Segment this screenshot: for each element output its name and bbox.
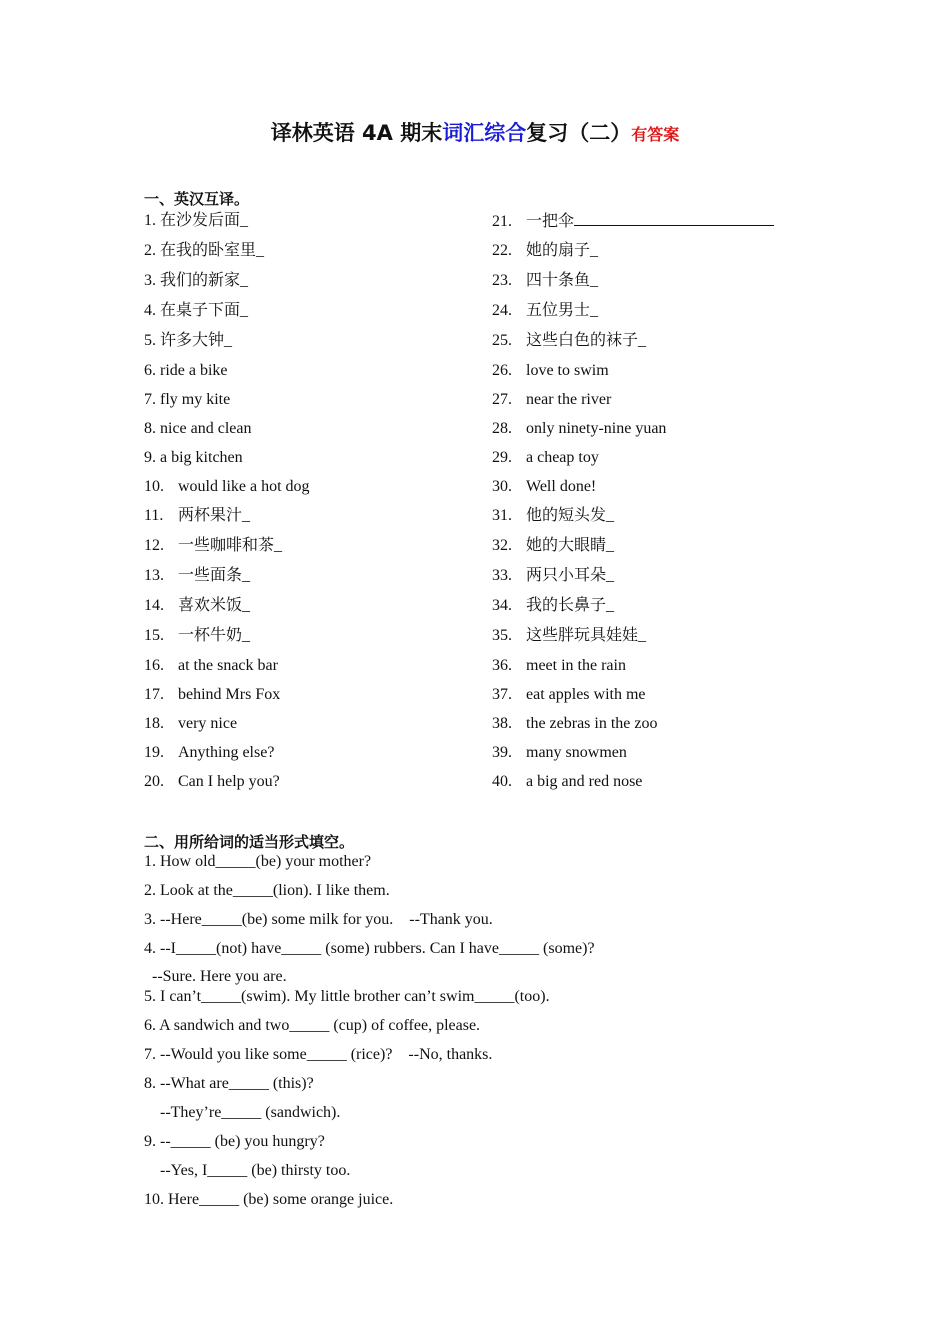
item-text: 在我的卧室里_ — [160, 242, 265, 259]
item-number: 29. — [492, 449, 512, 466]
fill-blank-question: 2. Look at the_____(lion). I like them. — [144, 882, 390, 899]
vocab-item — [144, 419, 252, 439]
item-number: 21. — [492, 213, 512, 230]
vocab-item — [144, 656, 278, 676]
vocab-item — [144, 685, 280, 705]
item-number: 10. — [144, 478, 164, 495]
vocab-item — [492, 331, 646, 351]
item-number: 4. — [144, 302, 156, 319]
item-number: 15. — [144, 627, 164, 644]
vocab-item — [144, 361, 228, 381]
item-text: 两杯果汁_ — [178, 507, 251, 524]
item-number: 1. — [144, 212, 156, 229]
item-number: 26. — [492, 362, 512, 379]
fill-blank-question: 3. --Here_____(be) some milk for you. --Thank you. — [144, 911, 493, 928]
vocab-item — [144, 271, 248, 291]
item-text: fly my kite — [160, 391, 231, 408]
vocab-item — [144, 506, 250, 526]
vocab-item — [144, 566, 250, 586]
vocab-item — [144, 714, 237, 734]
item-number: 11. — [144, 507, 164, 524]
item-number: 23. — [492, 272, 512, 289]
vocab-item — [144, 448, 243, 468]
item-number: 16. — [144, 657, 164, 674]
item-number: 17. — [144, 686, 164, 703]
item-number: 2. — [144, 242, 156, 259]
answer-blank-line — [574, 211, 774, 226]
item-text: 我们的新家_ — [160, 272, 249, 289]
vocab-item — [144, 331, 232, 351]
vocab-item — [492, 241, 598, 261]
vocab-item — [492, 419, 666, 439]
item-text: a cheap toy — [526, 449, 599, 466]
item-text: 在桌子下面_ — [160, 302, 249, 319]
vocab-item — [144, 743, 274, 763]
vocab-item — [144, 477, 310, 497]
item-number: 12. — [144, 537, 164, 554]
section1-heading: 一、英汉互译。 — [144, 190, 250, 208]
vocab-item — [492, 506, 614, 526]
item-text: nice and clean — [160, 420, 252, 437]
item-number: 7. — [144, 391, 156, 408]
fill-blank-question: 1. How old_____(be) your mother? — [144, 853, 372, 870]
item-number: 27. — [492, 391, 512, 408]
item-text: Well done! — [526, 478, 597, 495]
item-number: 40. — [492, 773, 512, 790]
item-number: 18. — [144, 715, 164, 732]
item-number: 39. — [492, 744, 512, 761]
item-number: 20. — [144, 773, 164, 790]
vocab-item — [144, 241, 264, 261]
vocab-item — [492, 301, 598, 321]
vocab-item — [144, 596, 250, 616]
fill-blank-question: 5. I can’t_____(swim). My little brother can’t swim_____(too). — [144, 988, 550, 1005]
vocab-item — [492, 685, 646, 705]
vocab-item — [144, 536, 282, 556]
item-number: 6. — [144, 362, 156, 379]
item-text: 两只小耳朵_ — [526, 567, 615, 584]
fill-blank-question: 8. --What are_____ (this)? — [144, 1075, 314, 1092]
section2-heading: 二、用所给词的适当形式填空。 — [144, 833, 355, 851]
item-text: 她的大眼睛_ — [526, 537, 615, 554]
item-number: 24. — [492, 302, 512, 319]
vocab-item — [144, 626, 250, 646]
vocab-item — [492, 714, 658, 734]
item-number: 32. — [492, 537, 512, 554]
item-text: 这些胖玩具娃娃_ — [526, 627, 647, 644]
item-text: a big kitchen — [160, 449, 243, 466]
item-text: ride a bike — [160, 362, 228, 379]
vocab-item — [492, 626, 646, 646]
item-number: 33. — [492, 567, 512, 584]
vocab-item — [144, 301, 248, 321]
vocab-item — [492, 211, 774, 232]
item-text: 一些面条_ — [178, 567, 251, 584]
item-number: 34. — [492, 597, 512, 614]
item-number: 13. — [144, 567, 164, 584]
item-text: 一些咖啡和茶_ — [178, 537, 283, 554]
vocab-item — [492, 361, 609, 381]
vocab-item — [492, 772, 642, 792]
item-number: 28. — [492, 420, 512, 437]
item-text: 五位男士_ — [526, 302, 599, 319]
fill-blank-question: 6. A sandwich and two_____ (cup) of coffee, please. — [144, 1017, 481, 1034]
item-number: 5. — [144, 332, 156, 349]
item-text: the zebras in the zoo — [526, 715, 658, 732]
title-suffix: 复习（二） — [526, 121, 632, 145]
item-number: 3. — [144, 272, 156, 289]
fill-blank-question: 10. Here_____ (be) some orange juice. — [144, 1191, 394, 1208]
item-text: many snowmen — [526, 744, 627, 761]
item-text: 他的短头发_ — [526, 507, 615, 524]
item-number: 9. — [144, 449, 156, 466]
vocab-item — [492, 743, 627, 763]
vocab-item — [492, 448, 599, 468]
item-text: meet in the rain — [526, 657, 626, 674]
answer-tag: 有答案 — [631, 125, 680, 144]
item-number: 8. — [144, 420, 156, 437]
item-text: 在沙发后面_ — [160, 212, 249, 229]
item-text: 她的扇子_ — [526, 242, 599, 259]
vocab-item — [492, 477, 596, 497]
item-text: 喜欢米饭_ — [178, 597, 251, 614]
fill-blank-question: 4. --I_____(not) have_____ (some) rubbers. Can I have_____ (some)? — [144, 940, 595, 957]
item-text: at the snack bar — [178, 657, 278, 674]
item-text: would like a hot dog — [178, 478, 310, 495]
item-number: 19. — [144, 744, 164, 761]
page-title — [0, 119, 950, 149]
fill-blank-question: --They’re_____ (sandwich). — [144, 1104, 341, 1121]
fill-blank-question: --Yes, I_____ (be) thirsty too. — [144, 1162, 351, 1179]
fill-blank-question: 9. --_____ (be) you hungry? — [144, 1133, 325, 1150]
item-text: 一杯牛奶_ — [178, 627, 251, 644]
item-number: 22. — [492, 242, 512, 259]
vocab-item — [492, 656, 626, 676]
item-number: 37. — [492, 686, 512, 703]
item-text: Can I help you? — [178, 773, 280, 790]
vocab-item — [144, 772, 280, 792]
vocab-item — [492, 271, 598, 291]
item-number: 14. — [144, 597, 164, 614]
vocab-item — [144, 390, 230, 410]
item-text: only ninety-nine yuan — [526, 420, 667, 437]
item-text: 这些白色的袜子_ — [526, 332, 647, 349]
item-text: 我的长鼻子_ — [526, 597, 615, 614]
vocab-item — [492, 536, 614, 556]
item-number: 30. — [492, 478, 512, 495]
item-text: a big and red nose — [526, 773, 643, 790]
item-text: 许多大钟_ — [160, 332, 233, 349]
item-number: 25. — [492, 332, 512, 349]
fill-blank-question: 7. --Would you like some_____ (rice)? --No, thanks. — [144, 1046, 493, 1063]
title-prefix: 译林英语 4A 期末 — [270, 121, 443, 145]
item-text: 一把伞 — [526, 213, 575, 230]
vocab-item — [144, 211, 248, 231]
vocab-item — [492, 566, 614, 586]
item-number: 36. — [492, 657, 512, 674]
item-text: very nice — [178, 715, 238, 732]
item-text: love to swim — [526, 362, 609, 379]
vocab-item — [492, 390, 611, 410]
item-number: 31. — [492, 507, 512, 524]
item-text: Anything else? — [178, 744, 275, 761]
fill-blank-question: --Sure. Here you are. — [144, 968, 287, 985]
item-text: behind Mrs Fox — [178, 686, 281, 703]
title-highlight: 词汇综合 — [442, 121, 527, 145]
item-text: near the river — [526, 391, 612, 408]
item-number: 38. — [492, 715, 512, 732]
vocab-item — [492, 596, 614, 616]
item-text: 四十条鱼_ — [526, 272, 599, 289]
item-number: 35. — [492, 627, 512, 644]
item-text: eat apples with me — [526, 686, 646, 703]
